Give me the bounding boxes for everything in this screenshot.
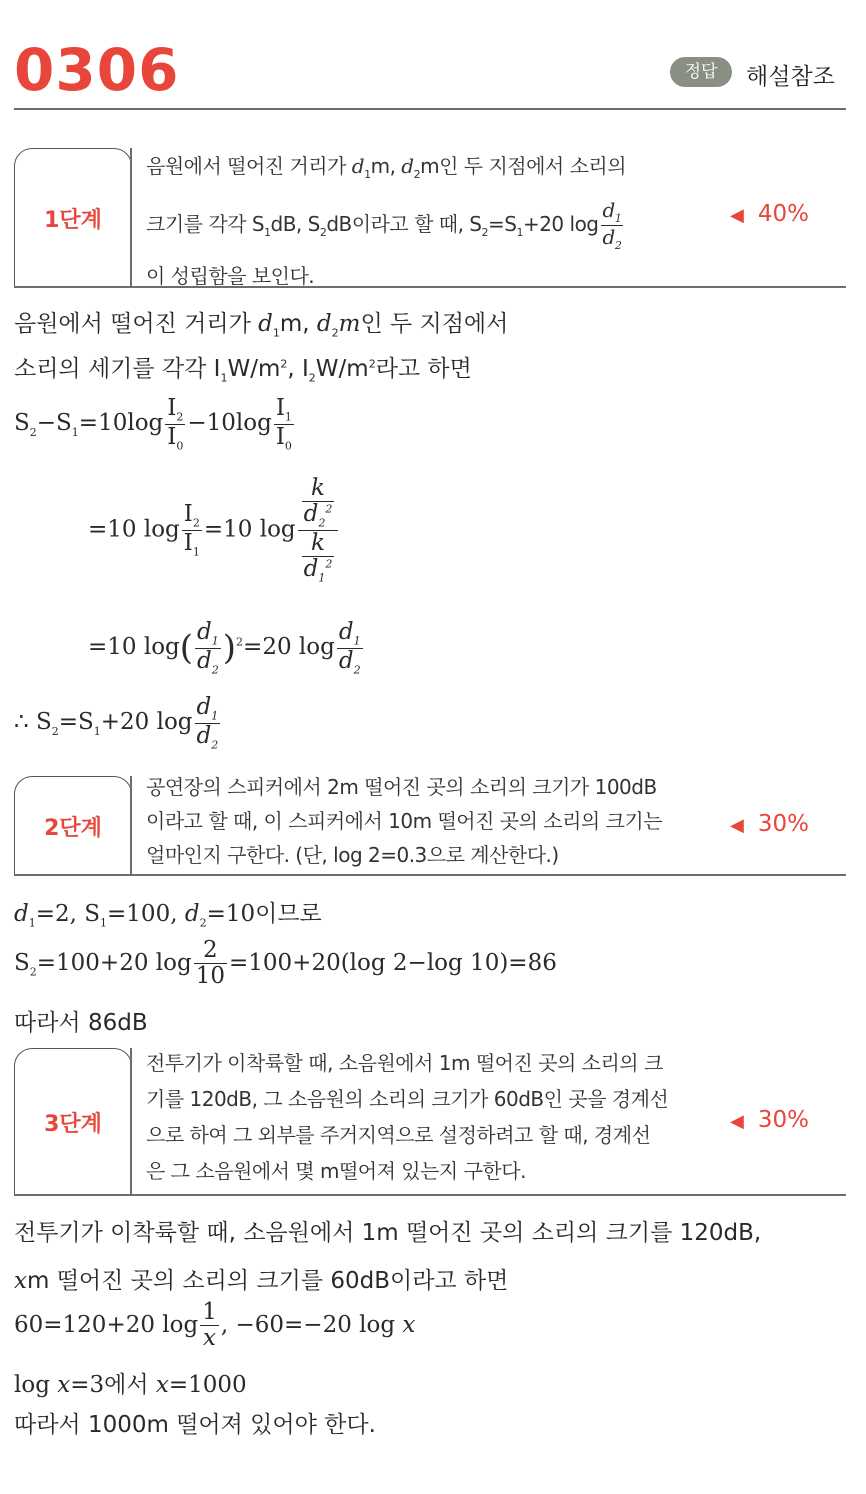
step-2-label: 2단계 <box>14 776 132 875</box>
step-3-percent-value: 30% <box>757 1107 809 1133</box>
solution-1-eq-1: $S_2-S_1=10\log$ $\frac{I_2}{I_0}$ −10log $\frac{I_1}{I_0}$ <box>14 395 292 453</box>
step-2-divider <box>130 776 132 876</box>
solution-1-line-2: 소리의 세기를 각각 $I_1W/m^2$, $I_2W/m^2$라고 하면 <box>14 356 472 385</box>
step-2-line-1: 공연장의 스피커에서 2m 떨어진 곳의 소리의 크기가 100dB <box>146 775 657 799</box>
step-3-line-1: 전투기가 이착륙할 때, 소음원에서 1m 떨어진 곳의 소리의 크 <box>146 1051 663 1075</box>
step-2-line-2: 이라고 할 때, 이 스피커에서 10m 떨어진 곳의 소리의 크기는 <box>146 809 663 833</box>
header-divider <box>14 108 846 110</box>
solution-3-line-4: log x=3에서 x=1000 <box>14 1372 247 1398</box>
solution-2-line-2: $S_2=100+20$ log $\frac{2}{10}$ =100+20(log 2−log 10)=86 <box>14 937 557 990</box>
left-triangle-icon: ◀ <box>730 205 744 226</box>
step-3-text <box>146 1045 668 1189</box>
left-triangle-icon: ◀ <box>730 1111 744 1132</box>
solution-1-line-1: 음원에서 떨어진 거리가 $d_1m$, $d_2m$인 두 지점에서 <box>14 311 509 340</box>
solution-1-eq-2: =10 log $\frac{I_2}{I_1}$ =10 log $\frac{\frac{k}{d_2^2}}{\frac{k}{d_1^2}}$ <box>88 476 340 585</box>
step-1-divider <box>130 148 132 288</box>
solution-3-line-2: xm 떨어진 곳의 소리의 크기를 60dB이라고 하면 <box>14 1268 509 1294</box>
step-1-line-3: 이 성립함을 보인다. <box>146 264 315 289</box>
step-3-bottom-rule <box>14 1194 846 1196</box>
solution-3-line-3: 60=120+20 log $\frac{1}{x}$ , −60=−20 log x <box>14 1299 416 1352</box>
step-1-line-2: 크기를 각각 $S_1dB$, $S_2dB$이라고 할 때, $S_2=S_1+20$ log $\frac{d_1}{d_2}$ <box>146 198 622 253</box>
step-1-percent <box>730 201 809 227</box>
solution-1-eq-3: =10 log( $\frac{d_1}{d_2}$ )$^2$=20 log $\frac{d_1}{d_2}$ <box>88 619 361 677</box>
answer-badge: 정답 <box>670 57 732 87</box>
step-3-divider <box>130 1048 132 1196</box>
step-3-percent <box>730 1107 809 1133</box>
solution-3-line-1: 전투기가 이착륙할 때, 소음원에서 1m 떨어진 곳의 소리의 크기를 120dB, <box>14 1220 762 1246</box>
step-2-percent-value: 30% <box>757 811 809 837</box>
step-3-line-4: 은 그 소음원에서 몇 m떨어져 있는지 구한다. <box>146 1159 526 1183</box>
left-triangle-icon: ◀ <box>730 815 744 836</box>
step-2-bottom-rule <box>14 874 846 876</box>
step-3-line-3: 으로 하여 그 외부를 주거지역으로 설정하려고 할 때, 경계선 <box>146 1123 651 1147</box>
step-2-text <box>146 770 662 872</box>
step-1-text <box>146 148 626 295</box>
step-2-percent <box>730 811 809 837</box>
solution-1-conclusion: ∴ $S_2=S_1+20$ log $\frac{d_1}{d_2}$ <box>14 694 219 752</box>
solution-3-line-5: 따라서 1000m 떨어져 있어야 한다. <box>14 1412 376 1438</box>
step-1-percent-value: 40% <box>757 201 809 227</box>
reference-label: 해설참조 <box>746 64 835 90</box>
step-3-label: 3단계 <box>14 1048 132 1195</box>
step-1-line-1: 음원에서 떨어진 거리가 $d_1m$, $d_2m$인 두 지점에서 소리의 <box>146 154 627 181</box>
step-3-line-2: 기를 120dB, 그 소음원의 소리의 크기가 60dB인 곳을 경계선 <box>146 1087 669 1111</box>
problem-number: 0306 <box>14 36 180 104</box>
step-2-line-3: 얼마인지 구한다. (단, log 2=0.3으로 계산한다.) <box>146 843 559 867</box>
solution-2-line-1: $d_1=2$, $S_1=100$, $d_2=10$이므로 <box>14 901 322 930</box>
step-1-label: 1단계 <box>14 148 132 287</box>
solution-2-line-3: 따라서 86dB <box>14 1010 148 1036</box>
